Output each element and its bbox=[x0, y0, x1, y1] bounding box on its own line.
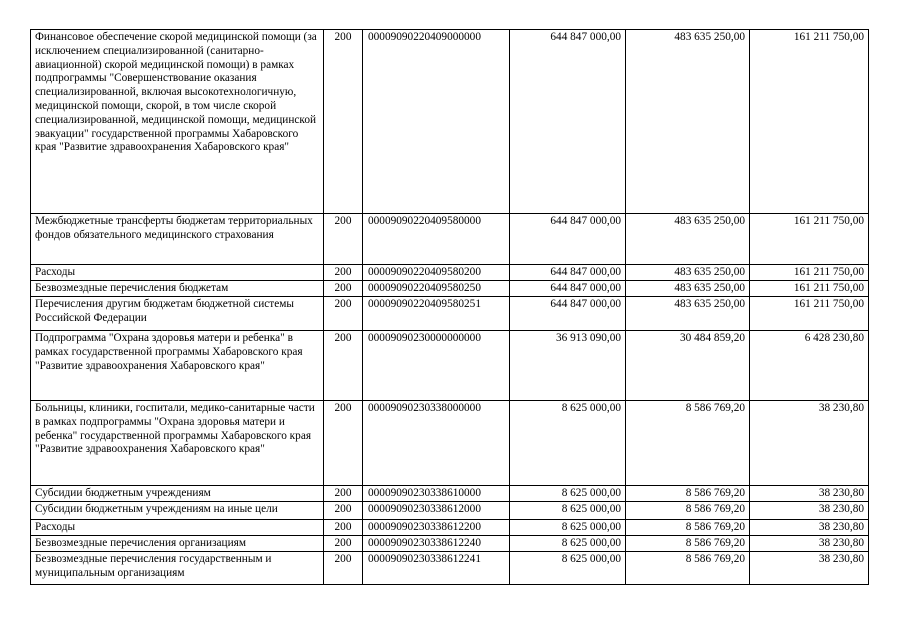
row-executed-amount-cell: 483 635 250,00 bbox=[626, 30, 750, 214]
row-code-cell: 200 bbox=[324, 401, 363, 486]
table-row bbox=[31, 486, 869, 502]
table-row bbox=[31, 536, 869, 552]
row-name-cell: Безвозмездные перечисления государственным и муниципальным организациям bbox=[31, 552, 324, 585]
row-name-cell: Больницы, клиники, госпитали, медико-санитарные части в рамках подпрограммы "Охрана здоровья матери и ребенка" государственной программы Хабаровского края "Развитие здравоохранения Хабаровского края" bbox=[31, 401, 324, 486]
row-csr-code-cell: 00009090230338000000 bbox=[363, 401, 510, 486]
row-csr-code-cell: 00009090220409000000 bbox=[363, 30, 510, 214]
budget-execution-table bbox=[30, 29, 869, 585]
row-executed-amount-cell: 8 586 769,20 bbox=[626, 502, 750, 520]
row-unexecuted-amount-cell: 161 211 750,00 bbox=[750, 214, 869, 265]
row-csr-code-cell: 00009090220409580250 bbox=[363, 281, 510, 297]
row-csr-code-cell: 00009090220409580251 bbox=[363, 297, 510, 331]
row-csr-code-cell: 00009090230000000000 bbox=[363, 331, 510, 401]
table-row bbox=[31, 552, 869, 585]
row-csr-code-cell: 00009090230338612240 bbox=[363, 536, 510, 552]
row-unexecuted-amount-cell: 161 211 750,00 bbox=[750, 30, 869, 214]
row-csr-code-cell: 00009090220409580200 bbox=[363, 265, 510, 281]
row-executed-amount-cell: 8 586 769,20 bbox=[626, 536, 750, 552]
row-unexecuted-amount-cell: 161 211 750,00 bbox=[750, 297, 869, 331]
row-approved-amount-cell: 644 847 000,00 bbox=[510, 30, 626, 214]
table-row bbox=[31, 331, 869, 401]
row-name-cell: Финансовое обеспечение скорой медицинской помощи (за исключением специализированной (санитарно-авиационной) скорой медицинской помощи) в рамках подпрограммы "Совершенствование оказания специализированной, включая высокотехнологичную, медицинской помощи, скорой, в том числе скорой специализированной, медицинской помощи, медицинской эвакуации" государственной программы Хабаровского края "Развитие здравоохранения Хабаровского края" bbox=[31, 30, 324, 214]
row-name-cell: Субсидии бюджетным учреждениям bbox=[31, 486, 324, 502]
row-unexecuted-amount-cell: 38 230,80 bbox=[750, 536, 869, 552]
row-unexecuted-amount-cell: 38 230,80 bbox=[750, 486, 869, 502]
row-code-cell: 200 bbox=[324, 297, 363, 331]
row-approved-amount-cell: 644 847 000,00 bbox=[510, 265, 626, 281]
row-code-cell: 200 bbox=[324, 502, 363, 520]
table-row bbox=[31, 297, 869, 331]
row-code-cell: 200 bbox=[324, 30, 363, 214]
row-executed-amount-cell: 30 484 859,20 bbox=[626, 331, 750, 401]
row-name-cell: Межбюджетные трансферты бюджетам территориальных фондов обязательного медицинского страхования bbox=[31, 214, 324, 265]
row-executed-amount-cell: 483 635 250,00 bbox=[626, 214, 750, 265]
row-executed-amount-cell: 8 586 769,20 bbox=[626, 552, 750, 585]
row-name-cell: Субсидии бюджетным учреждениям на иные цели bbox=[31, 502, 324, 520]
table-row bbox=[31, 502, 869, 520]
row-code-cell: 200 bbox=[324, 552, 363, 585]
row-approved-amount-cell: 644 847 000,00 bbox=[510, 281, 626, 297]
row-name-cell: Безвозмездные перечисления организациям bbox=[31, 536, 324, 552]
row-code-cell: 200 bbox=[324, 486, 363, 502]
row-executed-amount-cell: 483 635 250,00 bbox=[626, 265, 750, 281]
row-approved-amount-cell: 8 625 000,00 bbox=[510, 536, 626, 552]
row-approved-amount-cell: 8 625 000,00 bbox=[510, 552, 626, 585]
row-code-cell: 200 bbox=[324, 281, 363, 297]
row-executed-amount-cell: 8 586 769,20 bbox=[626, 520, 750, 536]
row-code-cell: 200 bbox=[324, 520, 363, 536]
row-name-cell: Перечисления другим бюджетам бюджетной системы Российской Федерации bbox=[31, 297, 324, 331]
row-name-cell: Расходы bbox=[31, 520, 324, 536]
row-executed-amount-cell: 8 586 769,20 bbox=[626, 486, 750, 502]
table-row bbox=[31, 214, 869, 265]
row-unexecuted-amount-cell: 38 230,80 bbox=[750, 520, 869, 536]
row-csr-code-cell: 00009090230338612200 bbox=[363, 520, 510, 536]
row-code-cell: 200 bbox=[324, 214, 363, 265]
row-name-cell: Подпрограмма "Охрана здоровья матери и ребенка" в рамках государственной программы Хабаровского края "Развитие здравоохранения Хабаровского края" bbox=[31, 331, 324, 401]
row-csr-code-cell: 00009090230338612241 bbox=[363, 552, 510, 585]
row-approved-amount-cell: 644 847 000,00 bbox=[510, 297, 626, 331]
row-executed-amount-cell: 483 635 250,00 bbox=[626, 297, 750, 331]
row-csr-code-cell: 00009090220409580000 bbox=[363, 214, 510, 265]
table-row bbox=[31, 265, 869, 281]
row-unexecuted-amount-cell: 161 211 750,00 bbox=[750, 265, 869, 281]
table-row bbox=[31, 520, 869, 536]
row-executed-amount-cell: 483 635 250,00 bbox=[626, 281, 750, 297]
row-approved-amount-cell: 36 913 090,00 bbox=[510, 331, 626, 401]
row-approved-amount-cell: 8 625 000,00 bbox=[510, 401, 626, 486]
row-unexecuted-amount-cell: 38 230,80 bbox=[750, 502, 869, 520]
row-code-cell: 200 bbox=[324, 265, 363, 281]
row-approved-amount-cell: 8 625 000,00 bbox=[510, 502, 626, 520]
table-row bbox=[31, 401, 869, 486]
table-row bbox=[31, 30, 869, 214]
row-approved-amount-cell: 8 625 000,00 bbox=[510, 520, 626, 536]
table-row bbox=[31, 281, 869, 297]
row-name-cell: Безвозмездные перечисления бюджетам bbox=[31, 281, 324, 297]
row-csr-code-cell: 00009090230338610000 bbox=[363, 486, 510, 502]
row-name-cell: Расходы bbox=[31, 265, 324, 281]
row-unexecuted-amount-cell: 161 211 750,00 bbox=[750, 281, 869, 297]
row-unexecuted-amount-cell: 6 428 230,80 bbox=[750, 331, 869, 401]
row-code-cell: 200 bbox=[324, 536, 363, 552]
row-approved-amount-cell: 8 625 000,00 bbox=[510, 486, 626, 502]
row-unexecuted-amount-cell: 38 230,80 bbox=[750, 552, 869, 585]
row-csr-code-cell: 00009090230338612000 bbox=[363, 502, 510, 520]
row-approved-amount-cell: 644 847 000,00 bbox=[510, 214, 626, 265]
row-code-cell: 200 bbox=[324, 331, 363, 401]
row-executed-amount-cell: 8 586 769,20 bbox=[626, 401, 750, 486]
row-unexecuted-amount-cell: 38 230,80 bbox=[750, 401, 869, 486]
